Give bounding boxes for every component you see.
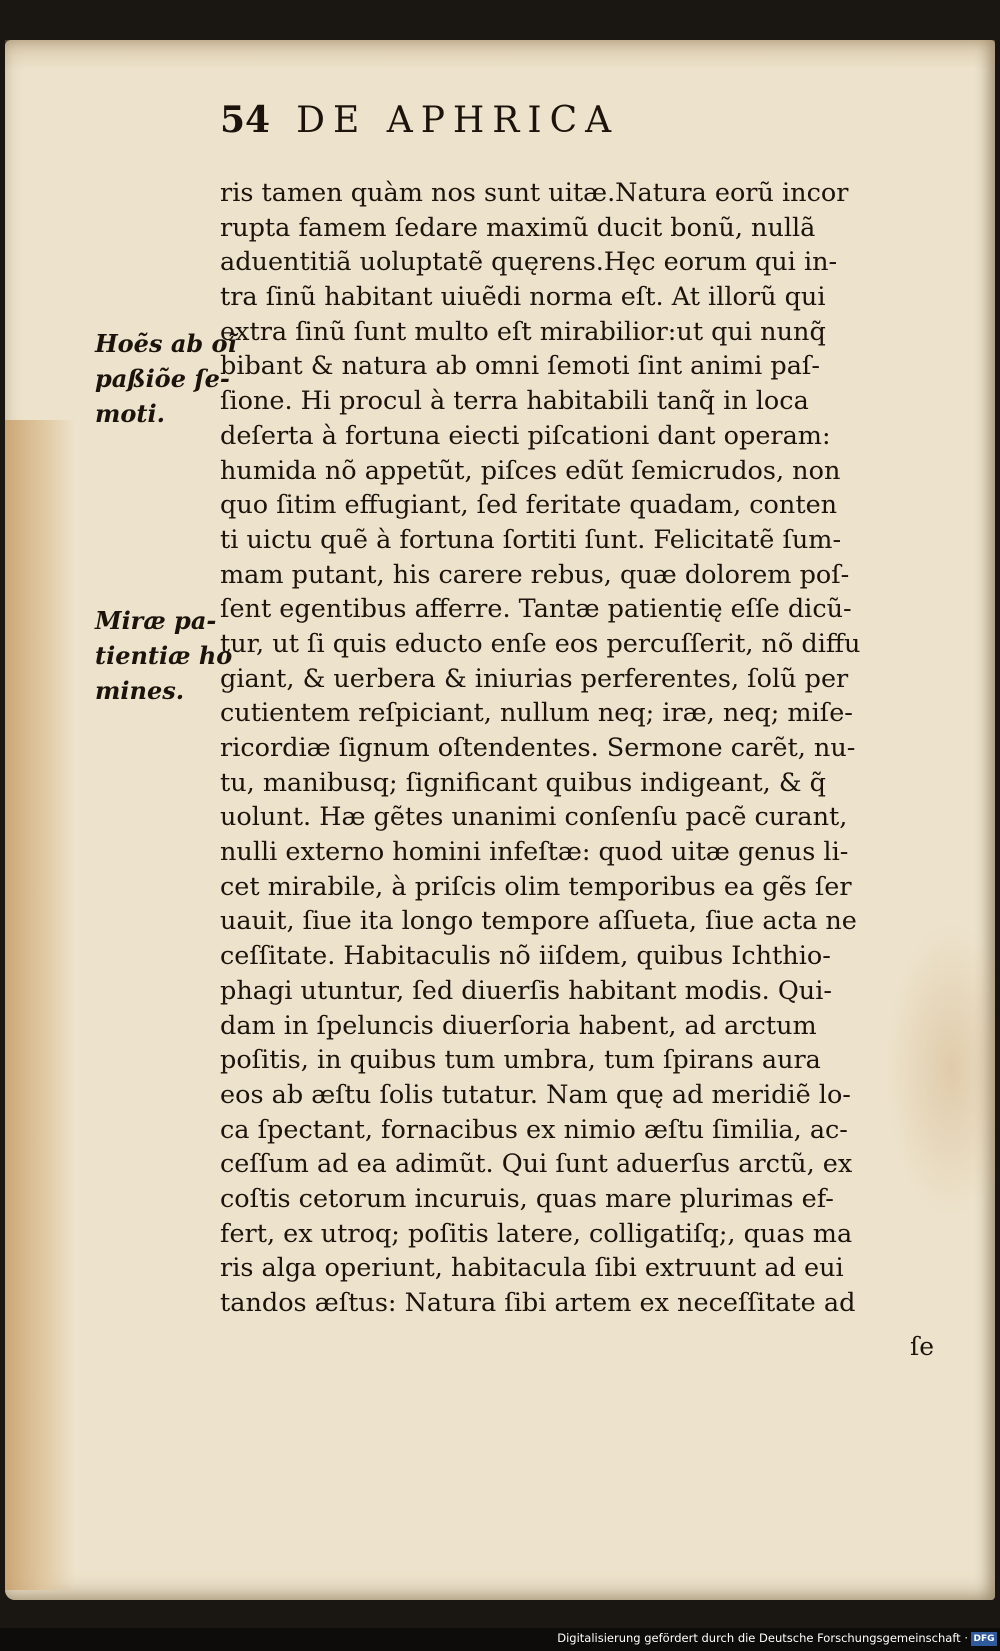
text-line: cet mirabile, à priſcis olim temporibus ea gẽs ſer (220, 871, 852, 902)
marginal-note-line: Hoẽs ab oĩ (95, 329, 237, 358)
text-line: tra ſinũ habitant uiuẽdi norma eſt. At illorũ qui (220, 282, 826, 313)
text-line: aduentitiã uoluptatẽ quęrens.Hęc eorum qui in- (220, 247, 838, 278)
text-line: uauit, ſiue ita longo tempore aſſueta, ſiue acta ne (220, 906, 857, 937)
main-text-block (220, 176, 920, 1321)
text-line: mam putant, his carere rebus, quæ dolorem poſ- (220, 559, 850, 590)
text-line: uolunt. Hæ gẽtes unanimi conſenſu pacẽ curant, (220, 802, 848, 833)
text-line: ceſſum ad ea adimũt. Qui ſunt aduerſus arctũ, ex (220, 1149, 853, 1180)
page-header (220, 98, 619, 143)
text-line: poſitis, in quibus tum umbra, tum ſpirans aura (220, 1045, 821, 1076)
text-line: phagi utuntur, ſed diuerſis habitant modis. Qui- (220, 975, 832, 1006)
text-line: giant, & uerbera & iniurias perferentes, ſolũ per (220, 663, 849, 694)
text-line: cutientem reſpiciant, nullum neq; iræ, neq; miſe- (220, 698, 853, 729)
text-line: quo ſitim effugiant, ſed feritate quadam, conten (220, 490, 838, 521)
text-line: humida nõ appetũt, piſces edũt ſemicrudos, non (220, 455, 841, 486)
text-line: ceſſitate. Habitaculis nõ iiſdem, quibus Ichthio- (220, 941, 831, 972)
marginal-note-line: tientiæ ho (95, 641, 233, 670)
page-stain-top (5, 40, 995, 70)
text-line: extra ſinũ ſunt multo eſt mirabilior:ut qui nunq̃ (220, 316, 826, 347)
text-line: ris alga operiunt, habitacula ſibi extruunt ad eui (220, 1253, 844, 1284)
text-line: ſent egentibus afferre. Tantæ patientię eſſe dicũ- (220, 594, 852, 625)
text-line: deſerta à fortuna eiecti piſcationi dant operam: (220, 420, 831, 451)
text-line: ti uictu quẽ à fortuna ſortiti ſunt. Felicitatẽ ſum- (220, 524, 842, 555)
text-line: coſtis cetorum incuruis, quas mare plurimas ef- (220, 1183, 834, 1214)
dfg-logo-icon: DFG (971, 1632, 997, 1646)
marginal-note-line: paßiõe ſe- (95, 364, 230, 393)
text-line: ca ſpectant, fornacibus ex nimio æſtu ſimilia, ac- (220, 1114, 848, 1145)
text-line: ris tamen quàm nos sunt uitæ.Natura eorũ incor (220, 178, 849, 208)
text-line: eos ab æſtu ſolis tutatur. Nam quę ad meridiẽ lo- (220, 1079, 851, 1110)
text-line: nulli externo homini infeſtæ: quod uitæ genus li- (220, 837, 849, 868)
marginal-note-line: mines. (95, 676, 185, 705)
running-head: DE APHRICA (296, 100, 620, 141)
marginal-note-1 (95, 326, 235, 431)
text-line: ſione. Hi procul à terra habitabili tanq̃ in loca (220, 386, 809, 417)
marginal-note-line: Miræ pa- (95, 606, 217, 635)
text-line: tur, ut ſi quis educto enſe eos percuſſerit, nõ diffu (220, 628, 861, 659)
funding-credit: Digitalisierung gefördert durch die Deutsche Forschungsgemeinschaft · (557, 1631, 968, 1645)
footer-bar (0, 1628, 1000, 1651)
text-line: bibant & natura ab omni ſemoti ſint animi paſ- (220, 351, 820, 382)
text-line: fert, ex utroq; poſitis latere, colligatiſq;, quas ma (220, 1218, 853, 1249)
page-number: 54 (220, 99, 271, 141)
catchword: ſe (910, 1332, 935, 1361)
marginal-note-line: moti. (95, 399, 165, 428)
text-line: dam in ſpeluncis diuerſoria habent, ad arctum (220, 1010, 817, 1041)
text-line: tu, manibusq; ſignificant quibus indigeant, & q̃ (220, 767, 826, 798)
page-stain-left (5, 420, 75, 1590)
marginal-note-2 (95, 603, 235, 708)
text-line: rupta famem ſedare maximũ ducit bonũ, nullã (220, 212, 816, 243)
text-line: ricordiæ ſignum oſtendentes. Sermone carẽt, nu- (220, 733, 856, 763)
book-page (5, 40, 995, 1600)
text-line: tandos æſtus: Natura ſibi artem ex neceſſitate ad (220, 1288, 856, 1318)
